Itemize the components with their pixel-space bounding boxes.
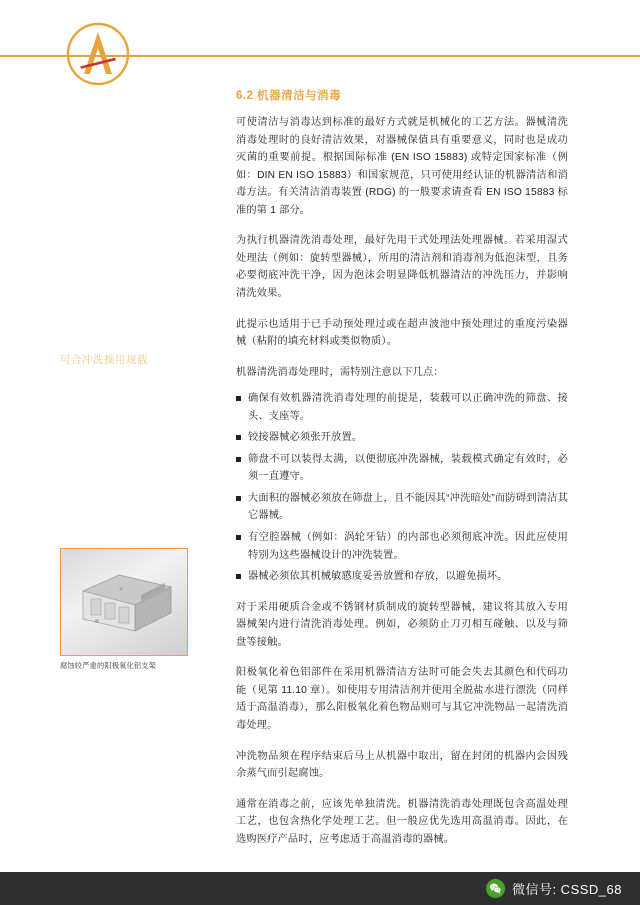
bottom-bar — [0, 872, 640, 905]
margin-note: 可合冲洗操用规载 — [60, 354, 148, 366]
paragraph: 此提示也适用于已手动预处理过或在超声波池中预处理过的重度污染器械（粘附的填充材料或类似物质）。 — [236, 318, 568, 348]
list-item: 器械必须依其机械敏感度妥善放置和存放，以避免损坏。 — [236, 568, 568, 586]
wechat-icon — [486, 879, 505, 898]
figure-image — [60, 548, 188, 656]
paragraph: 可使清洁与消毒达到标准的最好方式就是机械化的工艺方法。器械清洗消毒处理时的良好清洁效果，对器械保值具有重要意义，同时也是成功灭菌的重要前提。根据国际标准 (EN ISO 15883) 或特定国家标准（例如：DIN EN ISO 15883）和国家规范，只可使用经认证的机器清洁和消毒方法。有关清洁消毒装置 (RDG) 的一般要求请查看 EN ISO 15883 标准的第 1 部分。 — [236, 117, 568, 216]
main-text-column — [236, 88, 568, 861]
list-item: 大面积的器械必须放在筛盘上，且不能因其“冲洗暗处”而防碍到清洁其它器械。 — [236, 490, 568, 525]
figure-caption: 腐蚀较严重的阳极氧化铝支架 — [60, 661, 157, 670]
wechat-badge — [486, 879, 622, 898]
list-item: 筛盘不可以装得太满，以便彻底冲洗器械，装载模式确定有效时，必须一直遵守。 — [236, 451, 568, 486]
paragraph: 冲洗物品须在程序结束后马上从机器中取出，留在封闭的机器内会因残余蒸气而引起腐蚀。 — [236, 750, 568, 780]
section-title: 6.2 机器清洁与消毒 — [236, 90, 342, 102]
paragraph: 通常在消毒之前，应该先单独清洗。机器清洗消毒处理既包含高温处理工艺，也包含热化学处理工艺。但一般应优先选用高温消毒。因此，在选购医疗产品时，应考虑适于高温消毒的器械。 — [236, 798, 568, 845]
paragraph: 阳极氧化着色铝部件在采用机器清洁方法时可能会失去其颜色和代码功能（见第 11.10 章）。如使用专用清洁剂并使用全脱盐水进行漂洗（同样适于高温消毒），那么阳极氧化着色物品则可与其它冲洗物品一起清洗消毒处理。 — [236, 667, 568, 731]
bullet-list — [236, 390, 568, 585]
list-item: 铰接器械必须张开放置。 — [236, 429, 568, 447]
figure-block — [60, 548, 188, 671]
list-item: 确保有效机器清洗消毒处理的前提是，装载可以正确冲洗的筛盘、接头、支座等。 — [236, 390, 568, 425]
list-item: 有空腔器械（例如：涡轮牙钻）的内部也必须彻底冲洗。因此应使用特别为这些器械设计的冲洗装置。 — [236, 529, 568, 564]
paragraph: 为执行机器清洗消毒处理，最好先用干式处理法处理器械。若采用湿式处理法（例如：旋转型器械），所用的清洁剂和消毒剂为低泡沫型，且务必要彻底冲洗干净，因为泡沫会明显降低机器清洁的冲洗压力，并影响清洗效果。 — [236, 235, 568, 300]
wechat-label: 微信号: CSSD_68 — [511, 882, 622, 897]
circle-a-logo-icon — [66, 22, 130, 86]
paragraph: 对于采用硬质合金或不锈钢材质制成的旋转型器械，建议将其放入专用器械架内进行清洗消毒处理。例如，必须防止刀刃相互碰触、以及与筛盘等接触。 — [236, 601, 568, 648]
corroded-aluminium-rack-photo — [75, 569, 175, 637]
paragraph: 机器清洗消毒处理时，需特别注意以下几点： — [236, 366, 444, 378]
